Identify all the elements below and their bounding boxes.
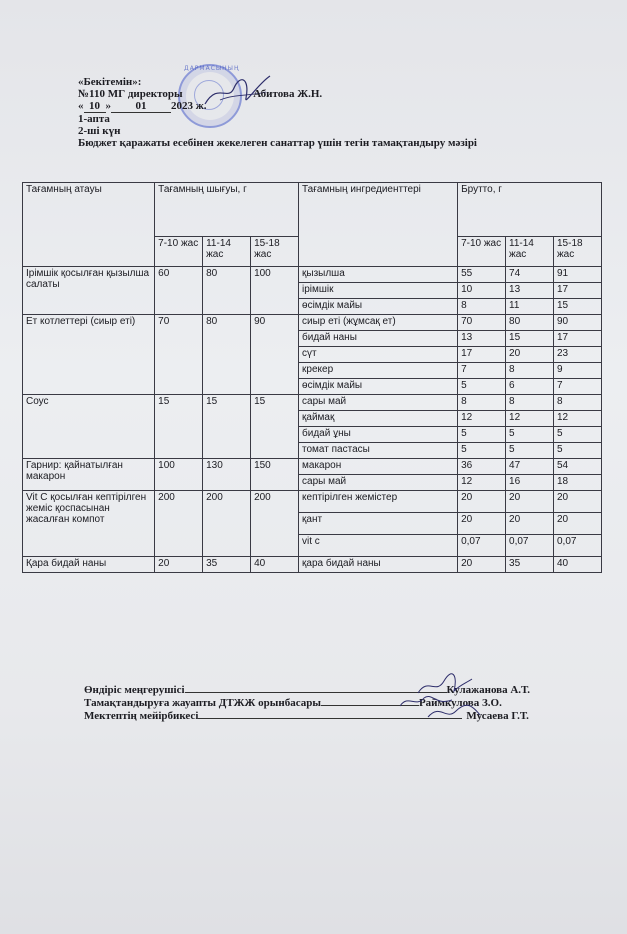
brutto-value-cell: 7 — [553, 379, 601, 395]
date-year: 2023 ж. — [171, 100, 207, 112]
ingredient-name-cell: сиыр еті (жұмсақ ет) — [299, 315, 458, 331]
ingredient-name-cell: сүт — [299, 347, 458, 363]
brutto-value-cell: 90 — [553, 315, 601, 331]
dish-name-cell: Қара бидай наны — [23, 557, 155, 573]
header-brutto: Брутто, г — [458, 183, 602, 237]
dish-yield-cell: 15 — [251, 395, 299, 459]
header-yield: Тағамның шығуы, г — [155, 183, 299, 237]
director-name: Абитова Ж.Н. — [253, 88, 323, 100]
brutto-value-cell: 5 — [553, 443, 601, 459]
brutto-value-cell: 20 — [506, 513, 554, 535]
signature-row-deputy — [84, 696, 604, 709]
dish-yield-cell: 80 — [203, 267, 251, 315]
table-row — [23, 267, 602, 283]
dish-yield-cell: 40 — [251, 557, 299, 573]
dish-name-cell: Гарнир: қайнатылған макарон — [23, 459, 155, 491]
brutto-value-cell: 8 — [458, 299, 506, 315]
dish-yield-cell: 80 — [203, 315, 251, 395]
brutto-value-cell: 5 — [506, 443, 554, 459]
approval-header — [78, 76, 598, 149]
menu-title: Бюджет қаражаты есебінен жекелеген санаттар үшін тегін тамақтандыру мәзірі — [78, 137, 477, 149]
ingredient-name-cell: томат пастасы — [299, 443, 458, 459]
brutto-value-cell: 12 — [458, 411, 506, 427]
ingredient-name-cell: өсімдік майы — [299, 299, 458, 315]
signature-row-production — [84, 683, 604, 696]
age-yield-1: 7-10 жас — [155, 237, 203, 267]
brutto-value-cell: 8 — [506, 363, 554, 379]
day-label: 2-ші күн — [78, 125, 121, 137]
director-line — [78, 88, 598, 100]
dish-yield-cell: 35 — [203, 557, 251, 573]
dish-yield-cell: 200 — [155, 491, 203, 557]
ingredient-name-cell: қара бидай наны — [299, 557, 458, 573]
dish-name-cell: Ірімшік қосылған қызылша салаты — [23, 267, 155, 315]
header-ingredients: Тағамның ингредиенттері — [299, 183, 458, 267]
age-brutto-3: 15-18 жас — [553, 237, 601, 267]
table-row — [23, 557, 602, 573]
brutto-value-cell: 13 — [458, 331, 506, 347]
week-label: 1-апта — [78, 113, 110, 125]
brutto-value-cell: 74 — [506, 267, 554, 283]
brutto-value-cell: 20 — [553, 491, 601, 513]
brutto-value-cell: 20 — [458, 491, 506, 513]
brutto-value-cell: 5 — [506, 427, 554, 443]
ingredient-name-cell: бидай наны — [299, 331, 458, 347]
ingredient-name-cell: ірімшік — [299, 283, 458, 299]
ingredient-name-cell: макарон — [299, 459, 458, 475]
brutto-value-cell: 20 — [553, 513, 601, 535]
brutto-value-cell: 9 — [553, 363, 601, 379]
production-manager-name: Кулажанова А.Т. — [446, 684, 531, 696]
menu-table — [22, 182, 602, 573]
brutto-value-cell: 13 — [506, 283, 554, 299]
dish-yield-cell: 60 — [155, 267, 203, 315]
dish-yield-cell: 200 — [251, 491, 299, 557]
ingredient-name-cell: өсімдік майы — [299, 379, 458, 395]
dish-yield-cell: 100 — [251, 267, 299, 315]
date-close-quote: » — [105, 100, 111, 112]
menu-table-body — [23, 183, 602, 573]
header-dish: Тағамның атауы — [23, 183, 155, 267]
date-line — [78, 100, 598, 113]
brutto-value-cell: 17 — [458, 347, 506, 363]
brutto-value-cell: 17 — [553, 283, 601, 299]
ingredient-name-cell: vit c — [299, 535, 458, 557]
date-day: 10 — [84, 100, 106, 113]
brutto-value-cell: 5 — [458, 379, 506, 395]
nurse-name: Мусаева Г.Т. — [466, 710, 529, 722]
brutto-value-cell: 20 — [506, 491, 554, 513]
ingredient-name-cell: қант — [299, 513, 458, 535]
brutto-value-cell: 23 — [553, 347, 601, 363]
brutto-value-cell: 20 — [458, 513, 506, 535]
dish-yield-cell: 15 — [155, 395, 203, 459]
ingredient-name-cell: кептірілген жемістер — [299, 491, 458, 513]
nurse-signature — [424, 701, 484, 725]
date-open-quote: « — [78, 100, 84, 112]
table-row — [23, 491, 602, 513]
brutto-value-cell: 12 — [458, 475, 506, 491]
brutto-value-cell: 5 — [553, 427, 601, 443]
signatures-footer — [84, 683, 604, 722]
signature-line — [198, 709, 462, 719]
dish-yield-cell: 130 — [203, 459, 251, 491]
brutto-value-cell: 0,07 — [506, 535, 554, 557]
signature-row-nurse — [84, 709, 604, 722]
brutto-value-cell: 20 — [506, 347, 554, 363]
brutto-value-cell: 47 — [506, 459, 554, 475]
ingredient-name-cell: қаймақ — [299, 411, 458, 427]
ingredient-name-cell: бидай ұны — [299, 427, 458, 443]
brutto-value-cell: 7 — [458, 363, 506, 379]
dish-yield-cell: 150 — [251, 459, 299, 491]
deputy-name: Раймкулова З.О. — [418, 697, 502, 709]
table-row — [23, 395, 602, 411]
brutto-value-cell: 54 — [553, 459, 601, 475]
table-row — [23, 315, 602, 331]
nurse-label: Мектептің мейірбикесі — [84, 710, 199, 722]
dish-yield-cell: 70 — [155, 315, 203, 395]
brutto-value-cell: 20 — [458, 557, 506, 573]
brutto-value-cell: 12 — [553, 411, 601, 427]
brutto-value-cell: 12 — [506, 411, 554, 427]
brutto-value-cell: 8 — [553, 395, 601, 411]
dish-name-cell: Ет котлеттері (сиыр еті) — [23, 315, 155, 395]
school-name: №110 МГ директоры — [78, 88, 183, 100]
brutto-value-cell: 91 — [553, 267, 601, 283]
brutto-value-cell: 6 — [506, 379, 554, 395]
brutto-value-cell: 10 — [458, 283, 506, 299]
dish-yield-cell: 20 — [155, 557, 203, 573]
approve-line: «Бекітемін»: — [78, 76, 142, 88]
brutto-value-cell: 40 — [553, 557, 601, 573]
dish-yield-cell: 90 — [251, 315, 299, 395]
brutto-value-cell: 5 — [458, 443, 506, 459]
age-yield-3: 15-18 жас — [251, 237, 299, 267]
brutto-value-cell: 15 — [506, 331, 554, 347]
age-brutto-1: 7-10 жас — [458, 237, 506, 267]
brutto-value-cell: 55 — [458, 267, 506, 283]
date-month: 01 — [111, 100, 171, 113]
brutto-value-cell: 8 — [458, 395, 506, 411]
table-row — [23, 459, 602, 475]
brutto-value-cell: 35 — [506, 557, 554, 573]
brutto-value-cell: 8 — [506, 395, 554, 411]
brutto-value-cell: 16 — [506, 475, 554, 491]
age-yield-2: 11-14 жас — [203, 237, 251, 267]
brutto-value-cell: 5 — [458, 427, 506, 443]
brutto-value-cell: 11 — [506, 299, 554, 315]
deputy-label: Тамақтандыруға жауапты ДТЖЖ орынбасары — [84, 697, 321, 709]
stamp-text: ДАРМАСЫНЫҢ — [184, 65, 240, 72]
dish-name-cell: Соус — [23, 395, 155, 459]
brutto-value-cell: 17 — [553, 331, 601, 347]
brutto-value-cell: 36 — [458, 459, 506, 475]
ingredient-name-cell: қызылша — [299, 267, 458, 283]
brutto-value-cell: 15 — [553, 299, 601, 315]
ingredient-name-cell: сары май — [299, 475, 458, 491]
dish-yield-cell: 15 — [203, 395, 251, 459]
brutto-value-cell: 0,07 — [458, 535, 506, 557]
table-header-row — [23, 183, 602, 237]
brutto-value-cell: 80 — [506, 315, 554, 331]
brutto-value-cell: 18 — [553, 475, 601, 491]
ingredient-name-cell: крекер — [299, 363, 458, 379]
dish-yield-cell: 200 — [203, 491, 251, 557]
production-manager-label: Өндіріс меңгерушісі — [84, 684, 185, 696]
dish-yield-cell: 100 — [155, 459, 203, 491]
brutto-value-cell: 70 — [458, 315, 506, 331]
age-brutto-2: 11-14 жас — [506, 237, 554, 267]
ingredient-name-cell: сары май — [299, 395, 458, 411]
dish-name-cell: Vit C қосылған кептірілген жеміс қоспасынан жасалған компот — [23, 491, 155, 557]
brutto-value-cell: 0,07 — [553, 535, 601, 557]
